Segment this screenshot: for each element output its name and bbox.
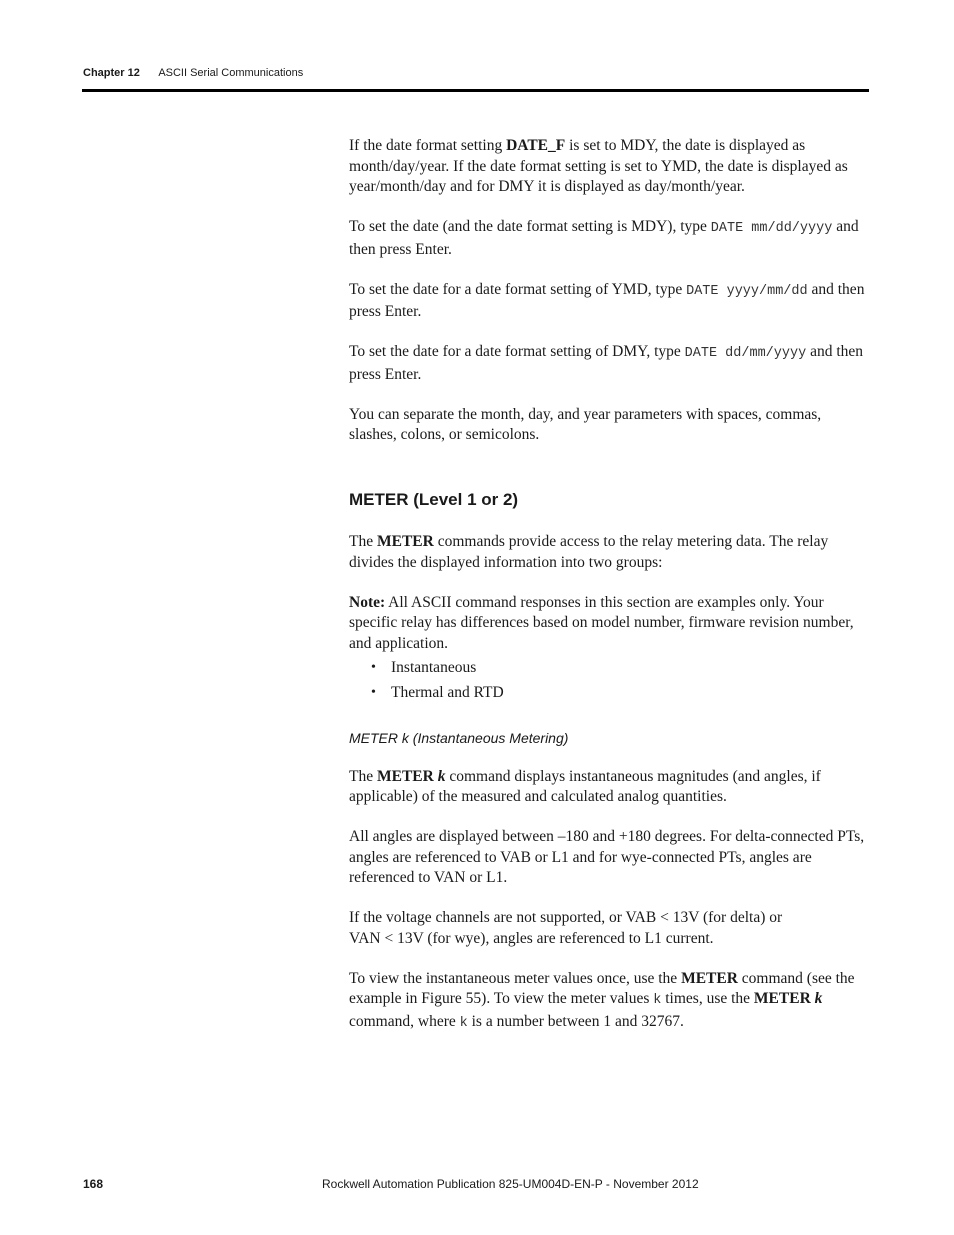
separator-paragraph: You can separate the month, day, and year parameters with spaces, commas, slashes, colons, or semicolons. — [349, 405, 822, 443]
code-date-ymd: DATE yyyy/mm/dd — [686, 283, 808, 299]
note-label: Note: — [349, 593, 386, 611]
chapter-label: Chapter 12 — [83, 67, 140, 79]
list-item: • Thermal and RTD — [349, 683, 869, 708]
code-date-mdy: DATE mm/dd/yyyy — [710, 221, 833, 236]
code-date-dmy: DATE dd/mm/yyyy — [684, 346, 807, 361]
meter-k-paragraph: The METER k command displays instantaneous magnitudes (and angles, if applicable) of the measured and calculated analog quantities. — [349, 767, 821, 805]
view-meter-paragraph: To view the instantaneous meter values once, use the METER command (see the example in Figure 55). To view the meter values k times, use the METER k command, where k is a number between 1 and 32767. — [349, 969, 855, 1031]
publication-footer: Rockwell Automation Publication 825-UM004D-EN-P - November 2012 — [322, 1177, 699, 1191]
set-date-mdy-paragraph: To set the date (and the date format setting is MDY), type DATE mm/dd/yyyy and then press Enter. — [349, 218, 859, 258]
date-f-term: DATE_F — [506, 137, 566, 154]
groups-list — [349, 658, 869, 708]
set-date-dmy-paragraph: To set the date for a date format setting of DMY, type DATE dd/mm/yyyy and then press Enter. — [349, 343, 864, 383]
voltage-channels-paragraph: If the voltage channels are not supported, or VAB < 13V (for delta) or VAN < 13V (for wye), angles are referenced to L1 current. — [349, 909, 783, 947]
angles-paragraph: All angles are displayed between –180 and +180 degrees. For delta-connected PTs, angles are referenced to VAB or L1 and for wye-connected PTs, angles are referenced to VAN or L1. — [349, 828, 865, 886]
page-number: 168 — [83, 1177, 104, 1191]
header-rule — [82, 89, 869, 92]
note-paragraph: Note: All ASCII command responses in this section are examples only. Your specific relay has differences based on model number, firmware revision number, and application. — [349, 593, 854, 652]
meter-k-subheading: METER k (Instantaneous Metering) — [349, 730, 569, 746]
date-format-paragraph: If the date format setting DATE_F is set to MDY, the date is displayed as month/day/year. If the date format setting is set to YMD, the date is displayed as year/month/day and for DMY it is displayed as day/month/year. — [349, 137, 848, 195]
page-body — [349, 136, 869, 1054]
list-item: • Instantaneous — [349, 658, 869, 683]
running-header — [83, 67, 303, 79]
set-date-ymd-paragraph: To set the date for a date format setting of YMD, type DATE yyyy/mm/dd and then press Enter. — [349, 280, 865, 320]
chapter-title: ASCII Serial Communications — [158, 67, 304, 79]
meter-intro-paragraph: The METER commands provide access to the relay metering data. The relay divides the displayed information into two groups: — [349, 533, 829, 571]
meter-heading: METER (Level 1 or 2) — [349, 489, 519, 509]
